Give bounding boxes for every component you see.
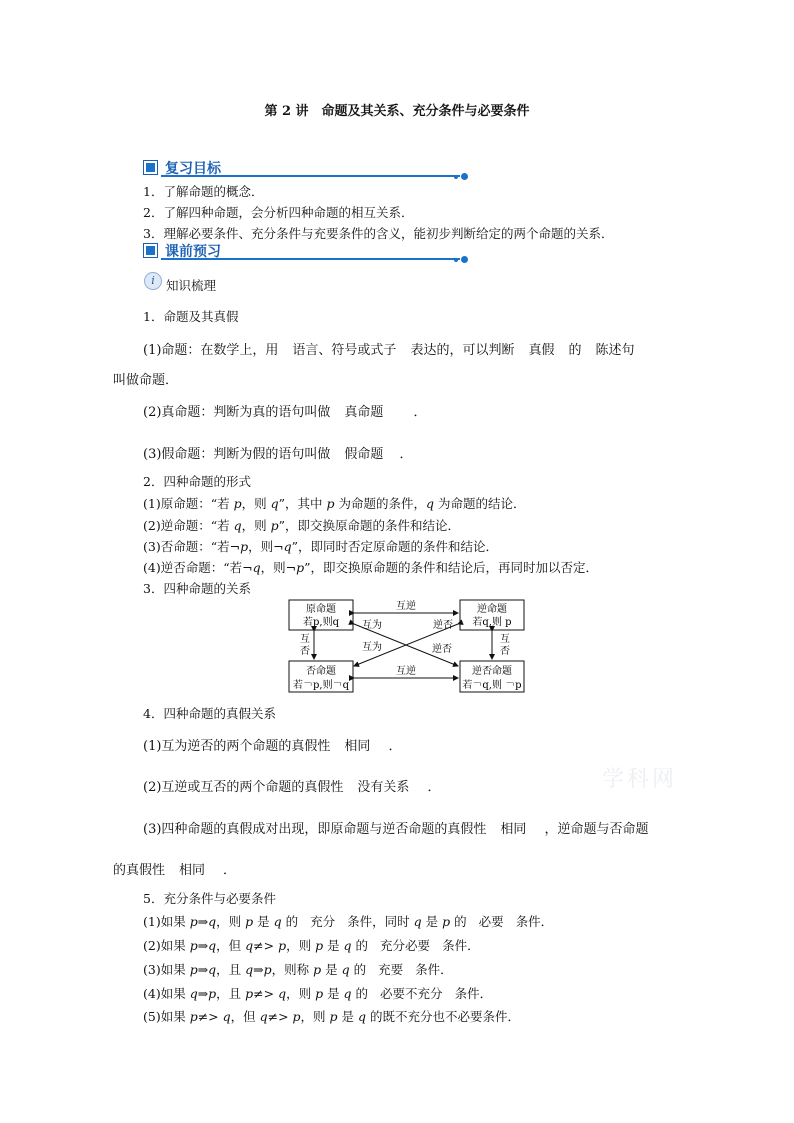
s5-line-2: (2)如果 p⇒q，但 q≠> p，则 p 是 q 的 充分必要 条件． <box>143 938 480 953</box>
answer-blank: 充分必要 <box>380 938 431 953</box>
knowledge-icon: i <box>144 272 162 290</box>
answer-blank: 陈述句 <box>595 343 635 358</box>
svg-text:互为: 互为 <box>362 620 382 631</box>
answer-blank: 相同 <box>344 739 371 754</box>
review-item: 1．了解命题的概念． <box>143 184 264 199</box>
s4-line-3-cont: 的真假性 相同 ． <box>113 863 237 878</box>
svg-text:互: 互 <box>500 634 510 645</box>
answer-blank: 必要 <box>478 914 504 929</box>
dot-icon <box>461 256 468 263</box>
answer-blank: 真命题 <box>344 405 384 420</box>
svg-text:原命题: 原命题 <box>306 604 336 615</box>
page-title: 第 2 讲 命题及其关系、充分条件与必要条件 <box>264 104 530 119</box>
answer-blank: 没有关系 <box>357 780 410 795</box>
svg-text:逆命题: 逆命题 <box>477 604 507 615</box>
svg-text:若￢q,则 ￢p: 若￢q,则 ￢p <box>462 680 522 691</box>
section-1-heading: 1．命题及其真假 <box>143 309 239 324</box>
s2-line-1: (1)原命题：“若 p，则 q”，其中 p 为命题的条件，q 为命题的结论． <box>143 496 526 511</box>
section-3-heading: 3．四种命题的关系 <box>143 581 251 596</box>
four-propositions-diagram <box>286 598 528 694</box>
review-item: 2．了解四种命题，会分析四种命题的相互关系． <box>143 205 414 220</box>
svg-text:逆否命题: 逆否命题 <box>472 666 512 677</box>
s1-line-1: (1)命题：在数学上，用 语言、符号或式子 表达的，可以判断 真假 的 陈述句 <box>143 343 635 358</box>
answer-blank: 相同 <box>179 863 206 878</box>
review-item: 3．理解必要条件、充分条件与充要条件的含义，能初步判断给定的两个命题的关系． <box>143 226 614 241</box>
s5-line-3: (3)如果 p⇒q，且 q⇒p，则称 p 是 q 的 充要 条件． <box>143 962 453 977</box>
s5-line-4: (4)如果 q⇒p，且 p≠> q，则 p 是 q 的 必要不充分 条件． <box>143 986 493 1001</box>
s2-line-2: (2)逆命题：“若 q，则 p”，即交换原命题的条件和结论． <box>143 518 460 533</box>
section-header-label: 课前预习 <box>165 244 221 260</box>
section-header-label: 复习目标 <box>165 161 221 177</box>
s1-line-1-cont: 叫做命题． <box>113 373 179 388</box>
svg-text:逆否: 逆否 <box>432 644 452 655</box>
answer-blank: 必要不充分 <box>380 986 443 1001</box>
answer-blank: 充要 <box>378 962 404 977</box>
section-4-heading: 4．四种命题的真假关系 <box>143 706 276 721</box>
s2-line-3: (3)否命题：“若¬p，则¬q”，即同时否定原命题的条件和结论． <box>143 539 498 554</box>
square-bullet-icon <box>143 160 158 175</box>
section-2-heading: 2．四种命题的形式 <box>143 474 251 489</box>
svg-text:互逆: 互逆 <box>396 666 416 677</box>
answer-blank: 语言、符号或式子 <box>292 343 397 358</box>
knowledge-label: 知识梳理 <box>166 278 217 293</box>
svg-text:若q,则 p: 若q,则 p <box>472 617 512 628</box>
svg-text:否: 否 <box>300 646 310 657</box>
answer-blank: 充分 <box>310 914 336 929</box>
answer-blank: 假命题 <box>344 447 384 462</box>
answer-blank: 相同 <box>500 822 527 837</box>
section-5-heading: 5．充分条件与必要条件 <box>143 891 276 906</box>
s2-line-4: (4)逆否命题：“若¬q，则¬p”，即交换原命题的条件和结论后，再同时加以否定． <box>143 560 598 575</box>
svg-text:若￢p,则￢q: 若￢p,则￢q <box>293 680 349 691</box>
s1-line-2: (2)真命题：判断为真的语句叫做 真命题 ． <box>143 405 427 420</box>
svg-text:互为: 互为 <box>362 642 382 653</box>
s4-line-2: (2)互逆或互否的两个命题的真假性 没有关系 ． <box>143 780 441 795</box>
square-bullet-icon <box>143 243 158 258</box>
s5-line-5: (5)如果 p≠> q，但 q≠> p，则 p 是 q 的既不充分也不必要条件． <box>143 1009 520 1024</box>
s4-line-3: (3)四种命题的真假成对出现，即原命题与逆否命题的真假性 相同 ，逆命题与否命题 <box>143 822 649 837</box>
svg-text:逆否: 逆否 <box>433 620 453 631</box>
s5-line-1: (1)如果 p⇒q，则 p 是 q 的 充分 条件，同时 q 是 p 的 必要 条件． <box>143 914 554 929</box>
svg-text:否命题: 否命题 <box>306 666 336 677</box>
s1-line-3: (3)假命题：判断为假的语句叫做 假命题 ． <box>143 447 413 462</box>
svg-text:互逆: 互逆 <box>396 601 416 612</box>
dot-icon <box>461 173 468 180</box>
svg-text:否: 否 <box>500 646 510 657</box>
svg-text:互: 互 <box>300 634 310 645</box>
svg-text:若p,则q: 若p,则q <box>303 617 339 628</box>
section-header-preview <box>143 242 468 260</box>
section-header-review <box>143 159 468 177</box>
watermark: 学科网 <box>602 767 678 792</box>
s4-line-1: (1)互为逆否的两个命题的真假性 相同 ． <box>143 739 402 754</box>
answer-blank: 真假 <box>528 343 555 358</box>
